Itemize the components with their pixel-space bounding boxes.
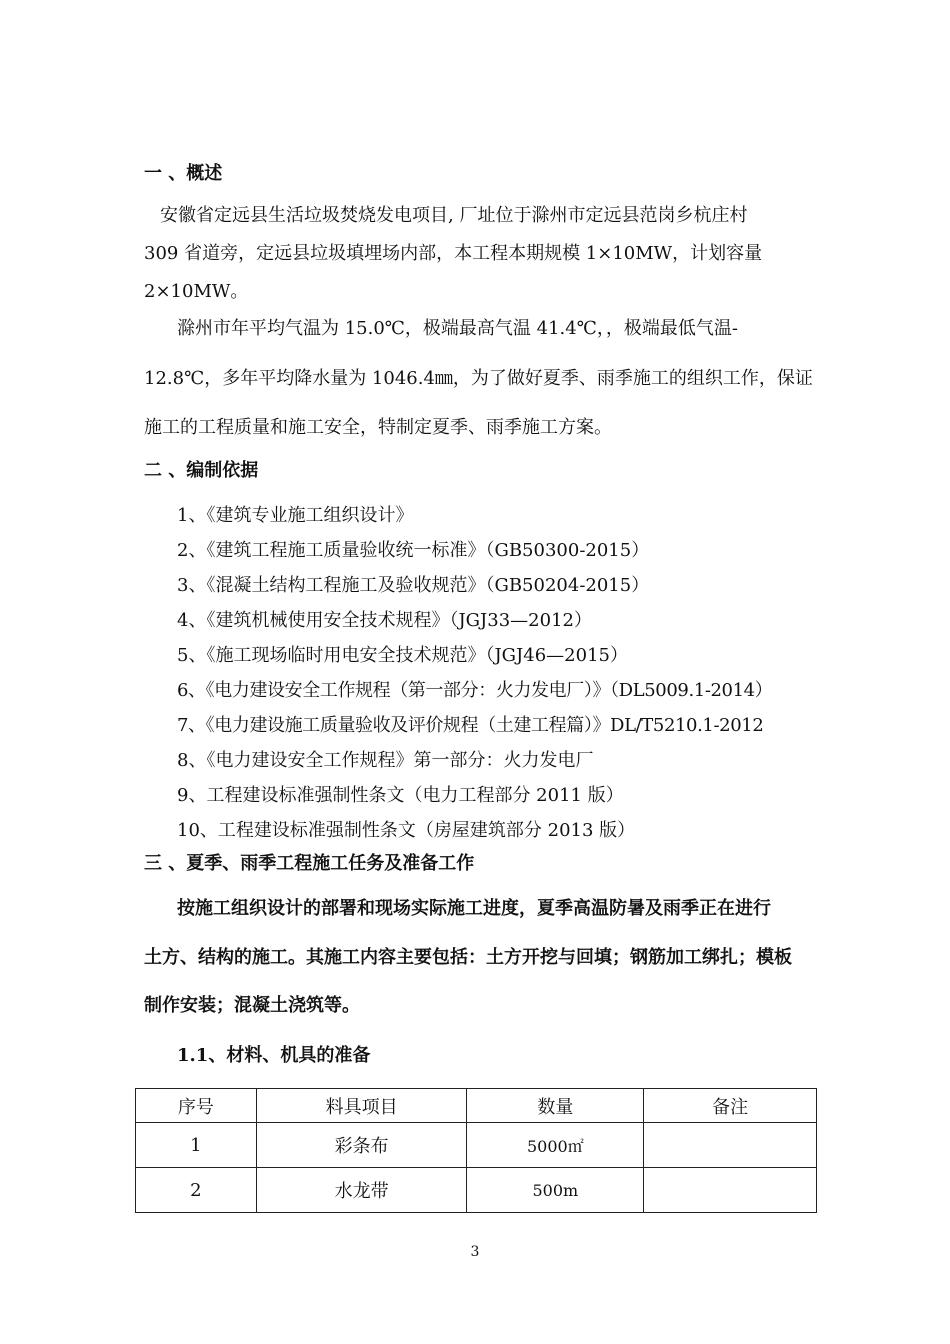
basis-item: 10、工程建设标准强制性条文（房屋建筑部分 2013 版） (177, 820, 636, 841)
section-3-paragraph-line-1: 按施工组织设计的部署和现场实际施工进度，夏季高温防暑及雨季正在进行 (177, 898, 771, 919)
table-row (136, 1168, 817, 1213)
section-1-paragraph-2-line-2: 12.8℃，多年平均降水量为 1046.4㎜，为了做好夏季、雨季施工的组织工作，保证 (144, 368, 813, 389)
section-1-paragraph-2-line-3: 施工的工程质量和施工安全，特制定夏季、雨季施工方案。 (144, 417, 612, 438)
subsection-title: 1.1、材料、机具的准备 (177, 1045, 371, 1066)
basis-item: 3、《混凝土结构工程施工及验收规范》（GB50204-2015） (177, 575, 650, 596)
table-cell-note (644, 1123, 817, 1168)
section-3-paragraph-line-2: 土方、结构的施工。其施工内容主要包括：土方开挖与回填；钢筋加工绑扎；模板 (144, 947, 792, 968)
table-header-cell: 备注 (644, 1089, 817, 1123)
table-header-cell: 料具项目 (256, 1089, 467, 1123)
table-header-cell: 数量 (467, 1089, 644, 1123)
basis-item: 4、《建筑机械使用安全技术规程》（JGJ33—2012） (177, 610, 592, 631)
page-number: 3 (470, 1244, 480, 1260)
basis-item: 7、《电力建设施工质量验收及评价规程（土建工程篇）》DL/T5210.1-2012 (177, 715, 764, 736)
section-3-paragraph-line-3: 制作安装；混凝土浇筑等。 (144, 995, 360, 1016)
materials-table (135, 1088, 817, 1213)
table-header-cell: 序号 (136, 1089, 257, 1123)
basis-item: 6、《电力建设安全工作规程（第一部分：火力发电厂）》（DL5009.1-2014） (177, 680, 773, 701)
section-1-paragraph-2-line-1: 滁州市年平均气温为 15.0℃，极端最高气温 41.4℃，，极端最低气温- (177, 318, 738, 339)
section-2-title: 二 、编制依据 (144, 460, 259, 481)
table-row (136, 1123, 817, 1168)
section-1-paragraph-1-line-2: 309 省道旁，定远县垃圾填埋场内部，本工程本期规模 1×10MW，计划容量 (144, 243, 763, 264)
table-cell-note (644, 1168, 817, 1213)
basis-item: 1、《建筑专业施工组织设计》 (177, 505, 414, 526)
basis-item: 5、《施工现场临时用电安全技术规范》（JGJ46—2015） (177, 645, 628, 666)
section-1-title: 一 、概述 (144, 163, 223, 184)
section-1-paragraph-1-line-1: 安徽省定远县生活垃圾焚烧发电项目, 厂址位于滁州市定远县范岗乡杭庄村 (160, 205, 748, 226)
table-cell-item: 水龙带 (256, 1168, 467, 1213)
table-cell-qty: 500m (467, 1168, 644, 1213)
table-cell-no: 2 (136, 1168, 257, 1213)
table-cell-item: 彩条布 (256, 1123, 467, 1168)
basis-item: 9、工程建设标准强制性条文（电力工程部分 2011 版） (177, 785, 624, 806)
section-1-paragraph-1-line-3: 2×10MW。 (144, 281, 249, 302)
table-header-row (136, 1089, 817, 1123)
section-3-title: 三 、夏季、雨季工程施工任务及准备工作 (144, 853, 475, 874)
basis-item: 2、《建筑工程施工质量验收统一标准》（GB50300-2015） (177, 540, 650, 561)
table-cell-qty: 5000㎡ (467, 1123, 644, 1168)
basis-item: 8、《电力建设安全工作规程》第一部分：火力发电厂 (177, 750, 594, 771)
table-cell-no: 1 (136, 1123, 257, 1168)
